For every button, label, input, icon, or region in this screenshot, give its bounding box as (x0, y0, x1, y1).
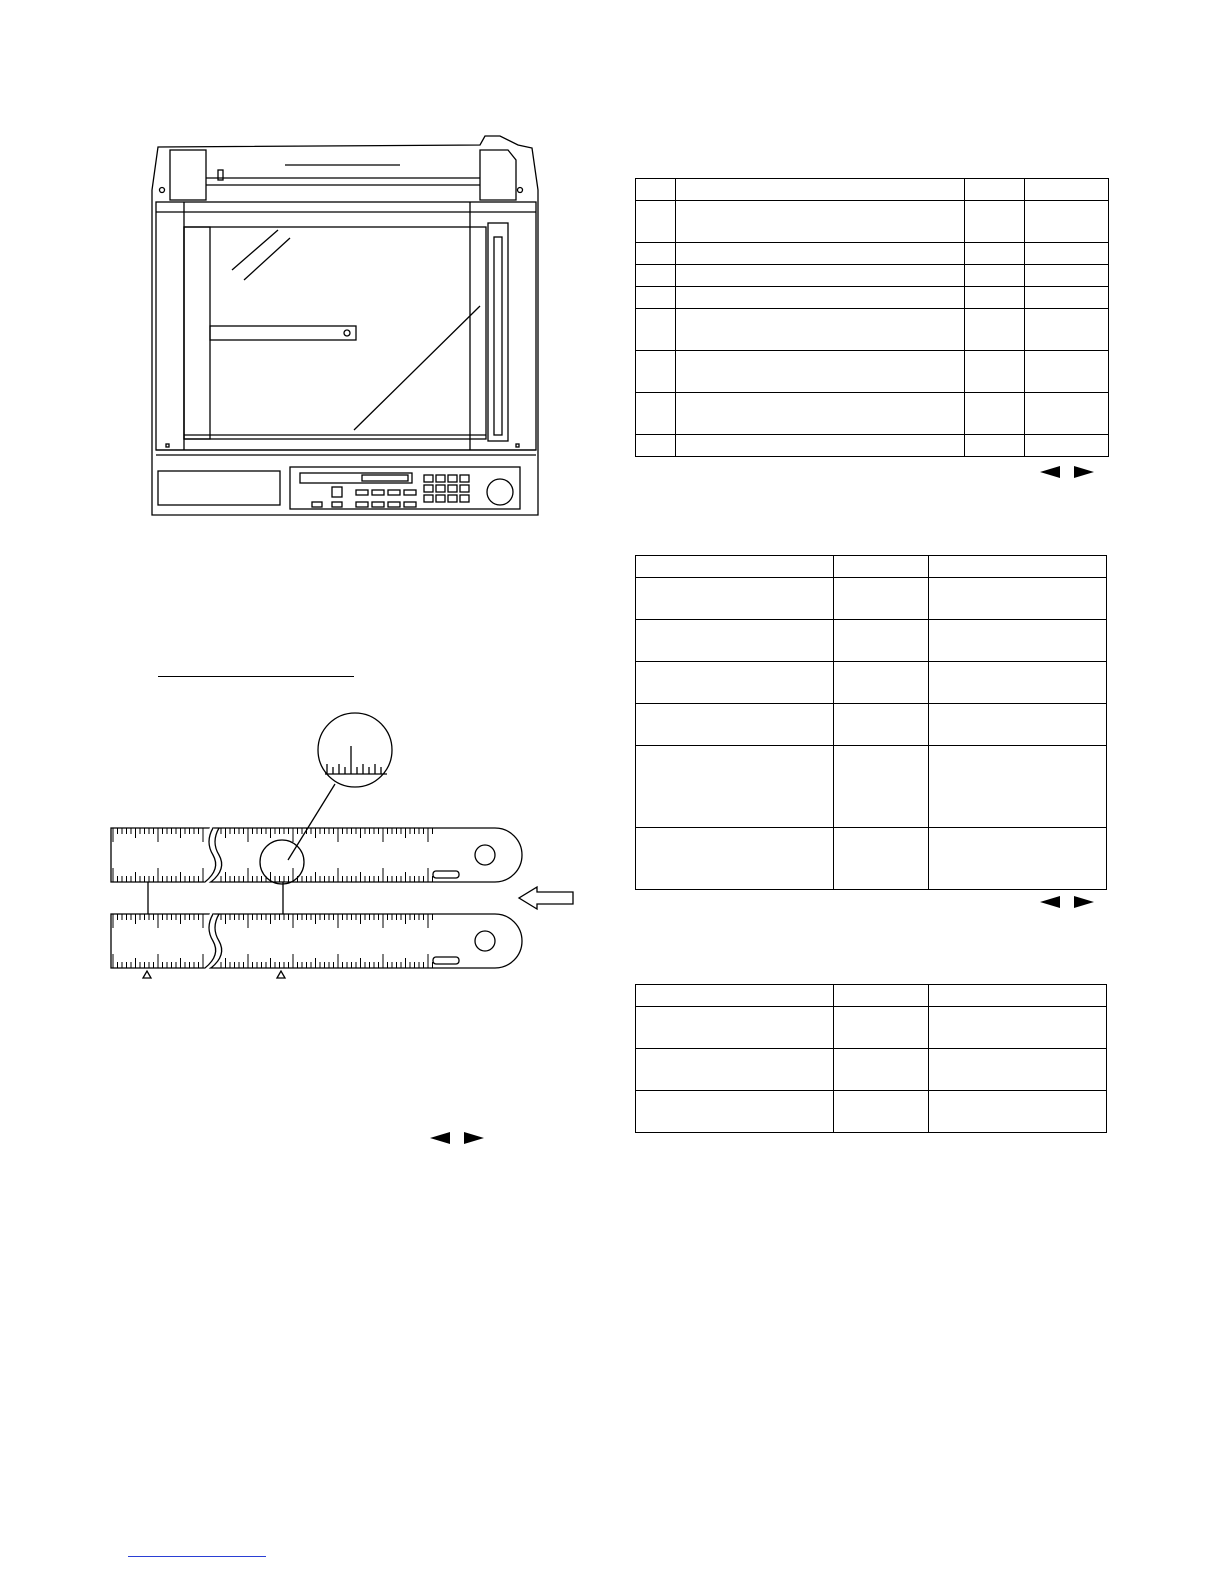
table-row (636, 578, 1107, 620)
table-2-nav (1040, 896, 1094, 908)
table-cell (636, 179, 676, 201)
table-1 (635, 178, 1109, 457)
table-cell (636, 578, 834, 620)
table-cell (636, 309, 676, 351)
section-underline (158, 676, 354, 677)
table-cell (675, 201, 964, 243)
page-nav (430, 1132, 484, 1144)
table-cell (675, 287, 964, 309)
table-cell (833, 828, 929, 890)
table-cell (636, 243, 676, 265)
triangle-right-icon[interactable] (464, 1132, 484, 1144)
table-cell (833, 985, 929, 1007)
table-row (636, 620, 1107, 662)
table-cell (965, 287, 1025, 309)
table-row (636, 393, 1109, 435)
table-cell (675, 265, 964, 287)
triangle-left-icon[interactable] (1040, 896, 1060, 908)
table-cell (929, 1091, 1107, 1133)
table-2 (635, 555, 1107, 890)
table-cell (965, 309, 1025, 351)
table-row (636, 1007, 1107, 1049)
ruler-alignment-figure (105, 712, 585, 982)
table-cell (675, 435, 964, 457)
table-cell (929, 620, 1107, 662)
table-cell (833, 662, 929, 704)
table-1-nav (1040, 466, 1094, 478)
table-row (636, 662, 1107, 704)
table-cell (929, 704, 1107, 746)
table-cell (636, 828, 834, 890)
table-cell (1025, 287, 1109, 309)
table-cell (675, 179, 964, 201)
table-cell (636, 662, 834, 704)
table-cell (1025, 179, 1109, 201)
table-cell (636, 435, 676, 457)
table-cell (636, 201, 676, 243)
table-cell (636, 1049, 834, 1091)
table-cell (929, 662, 1107, 704)
table-cell (929, 746, 1107, 828)
triangle-right-icon[interactable] (1074, 466, 1094, 478)
table-cell (675, 243, 964, 265)
table-cell (833, 578, 929, 620)
table-cell (929, 828, 1107, 890)
table-cell (1025, 351, 1109, 393)
table-cell (965, 179, 1025, 201)
table-cell (636, 704, 834, 746)
table-cell (1025, 435, 1109, 457)
table-cell (636, 985, 834, 1007)
table-cell (636, 351, 676, 393)
table-cell (833, 746, 929, 828)
table-cell (833, 1049, 929, 1091)
table-cell (1025, 201, 1109, 243)
table-cell (636, 620, 834, 662)
table-cell (675, 351, 964, 393)
table-cell (675, 309, 964, 351)
table-row (636, 704, 1107, 746)
table-row (636, 1091, 1107, 1133)
table-row (636, 265, 1109, 287)
table-cell (636, 746, 834, 828)
triangle-left-icon[interactable] (1040, 466, 1060, 478)
triangle-left-icon[interactable] (430, 1132, 450, 1144)
table-cell (929, 556, 1107, 578)
table-row (636, 287, 1109, 309)
table-cell (636, 287, 676, 309)
table-cell (929, 1007, 1107, 1049)
table-row (636, 351, 1109, 393)
table-row (636, 985, 1107, 1007)
table-row (636, 201, 1109, 243)
table-cell (965, 243, 1025, 265)
table-cell (833, 1007, 929, 1049)
table-cell (833, 556, 929, 578)
triangle-right-icon[interactable] (1074, 896, 1094, 908)
table-cell (833, 1091, 929, 1133)
table-3 (635, 984, 1107, 1133)
table-cell (636, 1091, 834, 1133)
table-cell (929, 985, 1107, 1007)
table-cell (636, 1007, 834, 1049)
table-cell (833, 620, 929, 662)
table-cell (965, 435, 1025, 457)
footer-link-line[interactable] (128, 1556, 266, 1557)
table-cell (636, 556, 834, 578)
table-cell (1025, 265, 1109, 287)
table-cell (1025, 243, 1109, 265)
table-cell (965, 201, 1025, 243)
table-row (636, 435, 1109, 457)
table-cell (965, 351, 1025, 393)
table-cell (929, 578, 1107, 620)
table-cell (833, 704, 929, 746)
table-cell (965, 393, 1025, 435)
table-row (636, 309, 1109, 351)
table-row (636, 556, 1107, 578)
table-cell (965, 265, 1025, 287)
table-row (636, 828, 1107, 890)
table-cell (675, 393, 964, 435)
table-row (636, 746, 1107, 828)
table-cell (1025, 393, 1109, 435)
copier-top-view-figure (140, 130, 550, 530)
table-row (636, 1049, 1107, 1091)
table-cell (929, 1049, 1107, 1091)
table-row (636, 179, 1109, 201)
table-cell (636, 393, 676, 435)
table-cell (636, 265, 676, 287)
table-row (636, 243, 1109, 265)
table-cell (1025, 309, 1109, 351)
